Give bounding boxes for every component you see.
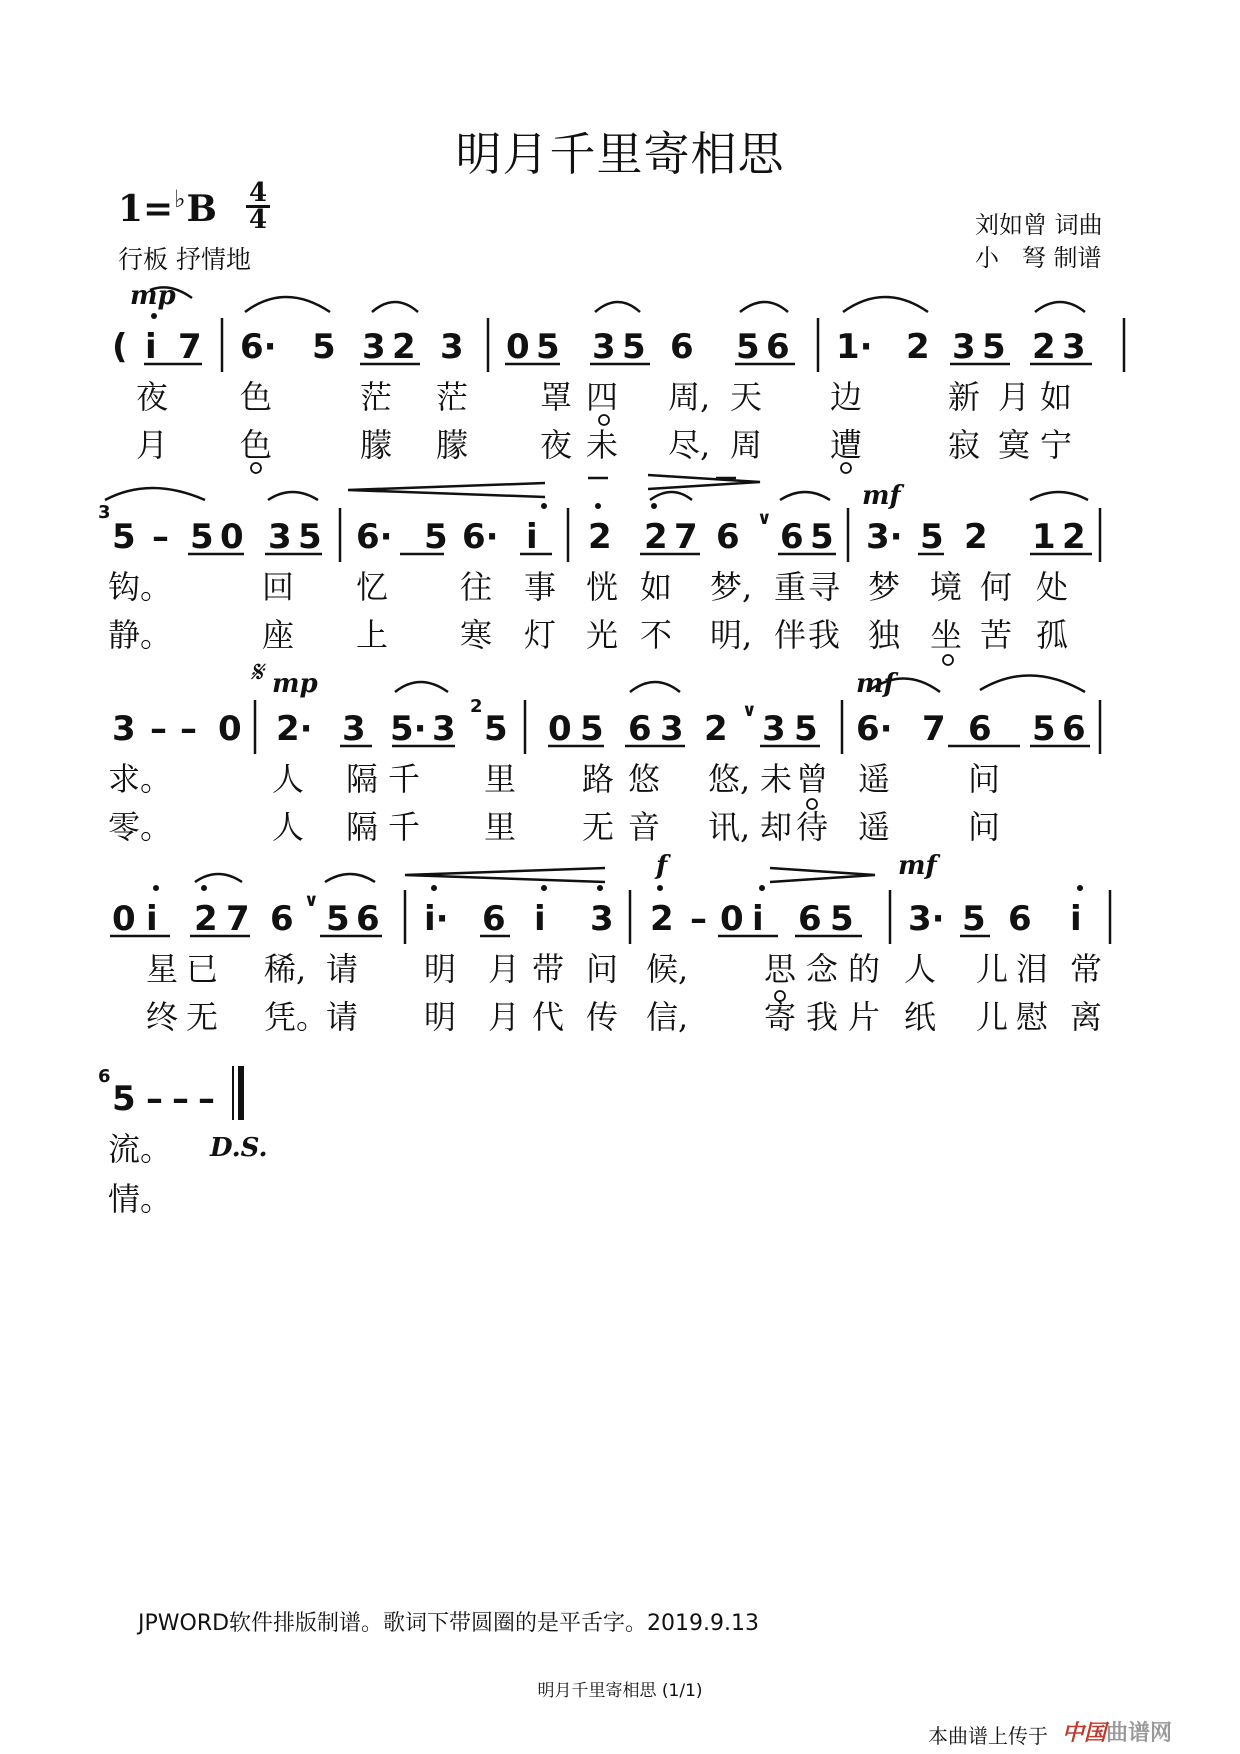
- note: 2·: [276, 709, 313, 749]
- time-top: 4: [248, 178, 268, 208]
- note: 2: [194, 899, 218, 939]
- note: 6: [766, 327, 790, 367]
- credit-arranger: 小 弩 制谱: [975, 244, 1102, 272]
- note: 5: [962, 899, 986, 939]
- note: 3: [762, 709, 786, 749]
- note: 7: [922, 709, 946, 749]
- lyric: 儿: [976, 950, 1009, 988]
- note: 0: [720, 899, 744, 939]
- lyric: 事: [524, 568, 557, 606]
- lyric: 未: [760, 760, 793, 798]
- note: –: [180, 709, 197, 749]
- segno-icon: 𝄋: [250, 655, 263, 690]
- lyric: 明,: [710, 616, 753, 654]
- lyric: 重: [774, 568, 807, 606]
- lyric: 代: [532, 998, 565, 1036]
- lyric: 寄: [764, 998, 797, 1036]
- breath-mark: ∨: [742, 700, 757, 721]
- lyric: 孤: [1036, 616, 1069, 654]
- note: 3: [440, 327, 464, 367]
- lyric: 色: [240, 378, 273, 416]
- lyric: 人: [272, 760, 305, 798]
- note: –: [172, 1079, 189, 1119]
- lyric: 周,: [668, 378, 711, 416]
- note: 3: [952, 327, 976, 367]
- note: 5: [536, 327, 560, 367]
- note: 2: [588, 517, 612, 557]
- lyric: 梦: [868, 568, 901, 606]
- lyric: 却: [760, 808, 793, 846]
- lyric: 请: [326, 950, 359, 988]
- lyric: 问: [968, 760, 1001, 798]
- lyric: 朦: [360, 426, 393, 464]
- note: 5: [326, 899, 350, 939]
- lyric: 泪: [1016, 950, 1049, 988]
- note: 1: [1032, 517, 1056, 557]
- note: 6·: [462, 517, 499, 557]
- lyric: 月: [998, 378, 1031, 416]
- lyric: 悠: [628, 760, 661, 798]
- lyric: 周: [730, 426, 763, 464]
- lyric: 人: [904, 950, 937, 988]
- time-bottom: 4: [248, 205, 268, 235]
- note: 2: [644, 517, 668, 557]
- footnote: JPWORD软件排版制谱。歌词下带圆圈的是平舌字。2019.9.13: [138, 1611, 760, 1636]
- lyric: 上: [356, 616, 389, 654]
- dal-segno: D.S.: [210, 1133, 268, 1163]
- lyric: 未: [586, 426, 619, 464]
- lyric: 月: [136, 426, 169, 464]
- lyric: 带: [532, 950, 565, 988]
- lyric: 曾: [796, 760, 829, 798]
- lyric: 边: [830, 378, 863, 416]
- note: i·: [424, 899, 449, 939]
- note: 2: [650, 899, 674, 939]
- lyric: 遥: [858, 760, 891, 798]
- lyric: 纸: [904, 998, 937, 1036]
- lyric: 凭。: [264, 998, 329, 1036]
- lyric: 隔: [346, 808, 379, 846]
- dynamic-f: f: [656, 851, 668, 881]
- note: –: [690, 899, 707, 939]
- note: 6: [628, 709, 652, 749]
- lyric: 寂: [948, 426, 981, 464]
- key-prefix: 1=: [118, 188, 174, 230]
- note: 5: [982, 327, 1006, 367]
- lyric: 苦: [980, 616, 1013, 654]
- note: 3: [660, 709, 684, 749]
- lyric: 夜: [540, 426, 573, 464]
- note: 5: [794, 709, 818, 749]
- grace-note: 3: [98, 502, 111, 523]
- lyric: 离: [1070, 998, 1103, 1036]
- lyric: 回: [262, 568, 295, 606]
- lyric: 寞: [998, 426, 1031, 464]
- lyric: 稀,: [264, 950, 307, 988]
- lyric: 茫: [360, 378, 393, 416]
- note: 3: [592, 327, 616, 367]
- note: 3: [590, 899, 614, 939]
- lyric: 的: [848, 950, 881, 988]
- note: 3: [432, 709, 456, 749]
- lyric: 明: [424, 950, 457, 988]
- note: 5: [810, 517, 834, 557]
- note: i: [534, 899, 546, 939]
- lyric: 处: [1036, 568, 1069, 606]
- lyric: 境: [930, 568, 963, 606]
- lyric: 月: [488, 950, 521, 988]
- note: 6·: [240, 327, 277, 367]
- page-footer: 明月千里寄相思 (1/1): [537, 1681, 703, 1701]
- lyric: 路: [582, 760, 615, 798]
- note: 0: [218, 709, 242, 749]
- note: (: [112, 327, 128, 367]
- lyric: 如: [1040, 378, 1073, 416]
- note: 3: [268, 517, 292, 557]
- note: 3: [1062, 327, 1086, 367]
- lyric: 星: [146, 950, 179, 988]
- lyric: 恍: [586, 568, 619, 606]
- lyric: 慰: [1016, 998, 1049, 1036]
- note: 6: [968, 709, 992, 749]
- lyric: 茫: [436, 378, 469, 416]
- note: 6: [798, 899, 822, 939]
- lyric: 忆: [356, 568, 389, 606]
- flat-icon: ♭: [174, 184, 186, 213]
- credit-lyricist: 刘如曾 词曲: [975, 211, 1103, 239]
- lyric: 遭: [830, 426, 863, 464]
- lyric: 终: [146, 998, 179, 1036]
- lyric: 座: [262, 616, 295, 654]
- lyric: 思: [764, 950, 797, 988]
- note: 5: [622, 327, 646, 367]
- note: 7: [178, 327, 202, 367]
- lyric: 零。: [108, 808, 173, 846]
- note: 5: [298, 517, 322, 557]
- lyric: 片: [848, 998, 881, 1036]
- note: 5: [830, 899, 854, 939]
- lyric: 儿: [976, 998, 1009, 1036]
- lyric: 问: [968, 808, 1001, 846]
- note: 0: [112, 899, 136, 939]
- lyric: 我: [806, 998, 839, 1036]
- dynamic-mp: mp: [130, 281, 176, 311]
- note: 3: [112, 709, 136, 749]
- note: 7: [674, 517, 698, 557]
- note: i: [146, 899, 158, 939]
- logo-part-a: 中国: [1062, 1721, 1107, 1746]
- note: 6·: [856, 709, 893, 749]
- note: –: [150, 709, 167, 749]
- note: 6: [670, 327, 694, 367]
- note: 6: [716, 517, 740, 557]
- lyric: 如: [640, 568, 673, 606]
- lyric: 独: [868, 616, 901, 654]
- note: 3: [362, 327, 386, 367]
- note: 0: [220, 517, 244, 557]
- note: 6: [356, 899, 380, 939]
- lyric: 传: [586, 998, 619, 1036]
- site-logo[interactable]: [1062, 1716, 1172, 1747]
- lyric: 里: [484, 808, 517, 846]
- note: 5: [736, 327, 760, 367]
- note: –: [152, 517, 169, 557]
- lyric: 钩。: [108, 568, 173, 606]
- note: 5: [112, 1079, 136, 1119]
- lyric: 往: [460, 568, 493, 606]
- note: –: [198, 1079, 215, 1119]
- lyric: 四: [586, 378, 619, 416]
- note: 2: [1062, 517, 1086, 557]
- note: 5: [484, 709, 508, 749]
- note: i: [752, 899, 764, 939]
- lyric: 夜: [136, 378, 169, 416]
- breath-mark: ∨: [304, 890, 319, 911]
- lyric: 里: [484, 760, 517, 798]
- logo-part-b: 曲谱网: [1106, 1721, 1173, 1746]
- note: 5·: [390, 709, 427, 749]
- lyric: 明: [424, 998, 457, 1036]
- note: 6·: [356, 517, 393, 557]
- note: i: [145, 327, 157, 367]
- lyric: 念: [806, 950, 839, 988]
- note: i: [526, 517, 538, 557]
- note: 3·: [908, 899, 945, 939]
- grace-note: 6: [98, 1066, 111, 1087]
- note: 6: [1062, 709, 1086, 749]
- note: 5: [1032, 709, 1056, 749]
- lyric: 我: [808, 616, 841, 654]
- lyric: 信,: [646, 998, 689, 1036]
- key-note: B: [186, 188, 217, 230]
- song-title: 明月千里寄相思: [455, 127, 785, 181]
- note: 0: [548, 709, 572, 749]
- lyric: 音: [628, 808, 661, 846]
- lyric: 坐: [930, 616, 963, 654]
- note: 6: [270, 899, 294, 939]
- lyric: 新: [948, 378, 981, 416]
- lyric: 无: [186, 998, 219, 1036]
- note: 3: [342, 709, 366, 749]
- lyric: 寒: [460, 616, 493, 654]
- lyric: 情。: [108, 1180, 173, 1218]
- lyric: 寻: [808, 568, 841, 606]
- tempo-marking: 行板 抒情地: [118, 245, 251, 274]
- breath-mark: ∨: [757, 508, 772, 529]
- lyric: 天: [730, 378, 763, 416]
- note: 5: [112, 517, 136, 557]
- lyric: 问: [586, 950, 619, 988]
- lyric: 静。: [108, 616, 173, 654]
- lyric: 罩: [540, 378, 573, 416]
- lyric: 梦,: [710, 568, 753, 606]
- note: 2: [704, 709, 728, 749]
- note: 2: [906, 327, 930, 367]
- lyric: 讯,: [708, 808, 751, 846]
- note: 6: [1008, 899, 1032, 939]
- grace-note: 2: [470, 696, 483, 717]
- lyric: 何: [980, 568, 1013, 606]
- lyric: 千: [388, 760, 421, 798]
- note: 3·: [866, 517, 903, 557]
- dynamic-mf: mf: [898, 851, 937, 881]
- note: 5: [920, 517, 944, 557]
- dynamic-mp: mp: [272, 669, 318, 699]
- lyric: 无: [582, 808, 615, 846]
- lyric: 常: [1070, 950, 1103, 988]
- lyric: 不: [640, 616, 673, 654]
- lyric: 光: [586, 616, 619, 654]
- upload-text: 本曲谱上传于: [928, 1724, 1048, 1748]
- lyric: 请: [326, 998, 359, 1036]
- note: 7: [226, 899, 250, 939]
- lyric: 千: [388, 808, 421, 846]
- lyric: 流。: [108, 1130, 173, 1168]
- note: 5: [580, 709, 604, 749]
- dynamic-mf: mf: [862, 481, 901, 511]
- note: 5: [190, 517, 214, 557]
- note: –: [146, 1079, 163, 1119]
- lyric: 灯: [524, 616, 557, 654]
- note: 2: [1032, 327, 1056, 367]
- lyric: 已: [186, 950, 219, 988]
- lyric: 候,: [646, 950, 689, 988]
- lyric: 求。: [108, 760, 173, 798]
- lyric: 月: [488, 998, 521, 1036]
- lyric: 伴: [774, 616, 807, 654]
- lyric: 隔: [346, 760, 379, 798]
- note: 2: [964, 517, 988, 557]
- lyric: 色: [240, 426, 273, 464]
- note: 5: [424, 517, 448, 557]
- dynamic-mf: mf: [856, 669, 895, 699]
- lyric: 尽,: [668, 426, 711, 464]
- lyric: 宁: [1040, 426, 1073, 464]
- lyric: 悠,: [708, 760, 751, 798]
- note: 2: [392, 327, 416, 367]
- lyric: 遥: [858, 808, 891, 846]
- lyric: 待: [796, 808, 829, 846]
- note: 6: [482, 899, 506, 939]
- note: 0: [506, 327, 530, 367]
- lyric: 朦: [436, 426, 469, 464]
- lyric: 人: [272, 808, 305, 846]
- note: 1·: [836, 327, 873, 367]
- note: 5: [312, 327, 336, 367]
- note: 6: [780, 517, 804, 557]
- note: i: [1070, 899, 1082, 939]
